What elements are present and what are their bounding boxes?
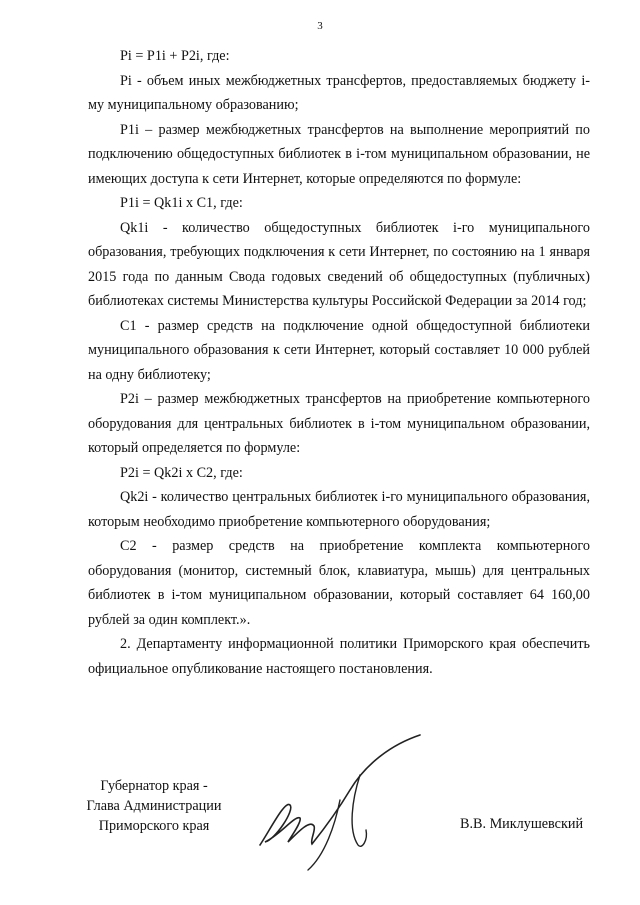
signatory-title xyxy=(84,776,224,836)
signatory-title-line3: Приморского края xyxy=(98,818,210,834)
definition-c1: C1 - размер средств на подключение одной общедоступной библиотеки муниципального образования к сети Интернет, который составляет 10 000 рублей на одну библиотеку; xyxy=(88,317,590,383)
definition-p2i: P2i – размер межбюджетных трансфертов на приобретение компьютерного оборудования для центральных библиотек в i-том муниципальном образовании, который определяется по формуле: xyxy=(88,391,590,456)
handwritten-signature xyxy=(240,730,450,890)
definition-qk1i: Qk1i - количество общедоступных библиотек i-го муниципального образования, требующих подключения к сети Интернет, по состоянию на 1 января 2015 года по данным Свода годовых сведений об общедоступных (публичных) библиотеках системы Министерства культуры Российской Федерации за 2014 год; xyxy=(88,219,590,309)
formula-p1i: P1i = Qk1i x C1, где: xyxy=(120,195,243,211)
signatory-title-line1: Губернатор края - xyxy=(100,778,208,794)
signatory-title-line2: Глава Администрации xyxy=(86,798,222,814)
signatory-name: В.В. Миклушевский xyxy=(460,816,584,832)
definition-pi: Pi - объем иных межбюджетных трансфертов, предоставляемых бюджету i-му муниципальному образованию; xyxy=(88,72,590,113)
formula-pi: Pi = P1i + P2i, где: xyxy=(120,48,230,64)
definition-p1i: P1i – размер межбюджетных трансфертов на выполнение мероприятий по подключению общедоступных библиотек в i-том муниципальном образовании, не имеющих доступа к сети Интернет, которые определяются по формуле: xyxy=(88,121,590,187)
definition-c2: C2 - размер средств на приобретение комплекта компьютерного оборудования (монитор, системный блок, клавиатура, мышь) для центральных библиотек в i-том муниципальном образовании, который составляет 64 160,00 рублей за один комплект.». xyxy=(88,538,590,628)
clause-2: 2. Департаменту информационной политики Приморского края обеспечить официальное опубликование настоящего постановления. xyxy=(88,636,590,677)
definition-qk2i: Qk2i - количество центральных библиотек i-го муниципального образования, которым необходимо приобретение компьютерного оборудования; xyxy=(88,489,590,530)
document-body xyxy=(88,44,590,681)
formula-p2i: P2i = Qk2i x C2, где: xyxy=(120,464,243,481)
page-number: 3 xyxy=(317,20,323,32)
